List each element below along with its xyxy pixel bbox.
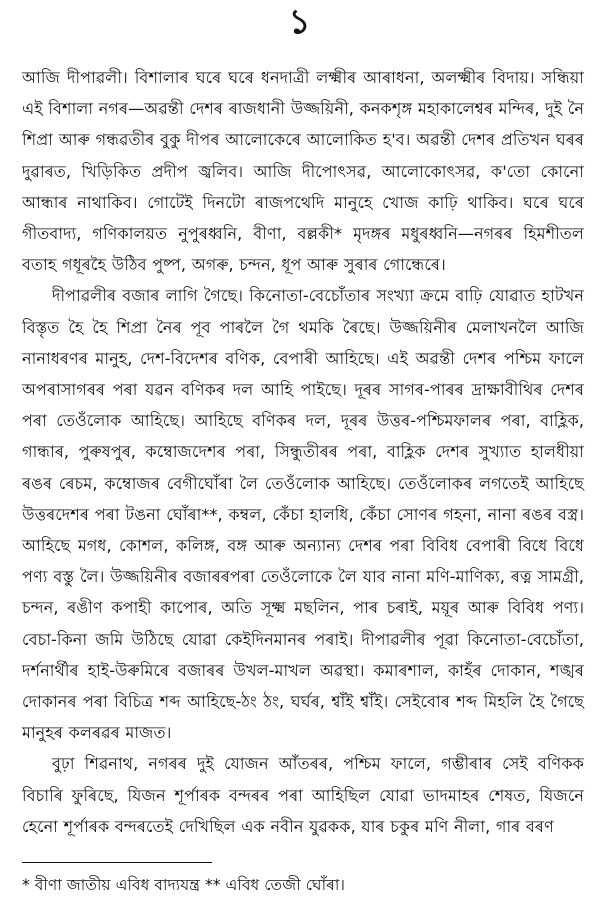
page-number: ১ [288, 2, 312, 42]
paragraph-1: আজি দীপাৱলী। বিশালাৰ ঘৰে ঘৰে ধনদাত্ৰী লক্ষ্মীৰ আৰাধনা, অলক্ষ্মীৰ বিদায়। সন্ধিয়া এই বিশালা নগৰ—অৱন্তী দেশৰ ৰাজধানী উজ্জয়িনী, কনকশৃঙ্গ মহাকালেশ্বৰ মন্দিৰ, দুই নৈ শিপ্ৰা আৰু গন্ধৱতীৰ বুকু দীপৰ আলোকেৰে আলোকিত হ'ব। অৱন্তী দেশৰ প্ৰতিখন ঘৰৰ দুৱাৰত, খিড়িকিত প্ৰদীপ জ্বলিব। আজি দীপোৎসৱ, আলোকোৎসৱ, ক'তো কোনো আন্ধাৰ নাথাকিব। গোটেই দিনটো ৰাজপথেদি মানুহে খোজ কাঢ়ি থাকিব। ঘৰে ঘৰে গীতবাদ্য, গণিকালয়ত নুপুৰধ্বনি, বীণা, বল্লকী* মৃদঙ্গৰ মধুৰধ্বনি—নগৰৰ হিমশীতল বতাহ গধূৰহৈ উঠিব পুষ্প, অগৰু, চন্দন, ধূপ আৰু সুৰাৰ গোন্ধেৰে। [22, 68, 584, 275]
footnote-divider [22, 862, 212, 863]
paragraph-2: দীপাৱলীৰ বজাৰ লাগি গৈছে। কিনোতা-বেচোঁতাৰ সংখ্যা ক্ৰমে বাঢ়ি যোৱাত হাটখন বিস্তৃত হৈ হৈ শিপ্ৰা নৈৰ পূব পাৰলৈ গৈ থমকি ৰৈছে। উজ্জয়িনীৰ মেলাখনলৈ আজি নানাধৰণৰ মানুহ, দেশ-বিদেশৰ বণিক, বেপাৰী আহিছে। এই অৱন্তী দেশৰ পশ্চিম ফালে অপৰাসাগৰৰ পৰা যৱন বণিকৰ দল আহি পাইছে। দূৰৰ সাগৰ-পাৰৰ দ্ৰাক্ষাবীথিৰ দেশৰ পৰা তেওঁলোক আহিছে। আহিছে বণিকৰ দল, দূৰৰ উত্তৰ-পশ্চিমফালৰ পৰা, বাহ্লিক, গান্ধাৰ, পুৰুষপুৰ, কম্বোজদেশৰ পৰা, সিন্ধুতীৰৰ পৰা, বাহ্লিক দেশৰ সুখ্যাত হালধীয়া ৰঙৰ ৰেচম, কম্বোজৰ বেগীঘোঁৰা লৈ তেওঁলোক আহিছে। তেওঁলোকৰ লগতেই আহিছে উত্তৰদেশৰ পৰা টঙনা ঘোঁৰা**, কম্বল, কেঁচা হালধি, কেঁচা সোণৰ গহনা, নানা ৰঙৰ বস্ত্ৰ। আহিছে মগধ, কোশল, কলিঙ্গ, বঙ্গ আৰু অন্যান্য দেশৰ পৰা বিবিধ বেপাৰী বিধে বিধে পণ্য বস্তু লৈ। উজ্জয়িনীৰ বজাৰৰপৰা তেওঁলোকে লৈ যাব নানা মণি-মাণিক্য, ৰত্ন সামগ্ৰী, চন্দন, ৰঙীণ কপাহী কাপোৰ, অতি সূক্ষ্ম মছলিন, পাৰ চৰাই, ময়ূৰ আৰু বিবিধ পণ্য। বেচা-কিনা জমি উঠিছে যোৱা কেইদিনমানৰ পৰাই। দীপাৱলীৰ পূৱা কিনোতা-বেচোঁতা, দৰ্শনাৰ্থীৰ হাই-উৰুমিৰে বজাৰৰ উখল-মাখল অৱস্থা। কমাৰশাল, কাহঁৰ দোকান, শঙ্খৰ দোকানৰ পৰা বিচিত্ৰ শব্দ আহিছে-ঠং ঠং, ঘৰ্ঘৰ, শ্বাঁই শ্বাঁই। সেইবোৰ শব্দ মিহলি হৈ গৈছে মানুহৰ কলৰৱৰ মাজত। [22, 286, 584, 743]
paragraph-3: বুঢ়া শিৱনাথ, নগৰৰ দুই যোজন আঁতৰৰ, পশ্চিম ফালে, গম্ভীৰাৰ সেই বণিকক বিচাৰি ফুৰিছে, যিজন শূৰ্পাৰক বন্দৰৰ পৰা আহিছিল যোৱা ভাদমাহৰ শেষত, যিজনে হেনো শূৰ্পাৰক বন্দৰতেই দেখিছিল এক নবীন যুৱকক, যাৰ চকুৰ মণি নীলা, গাৰ বৰণ [22, 754, 584, 836]
footnote: * বীণা জাতীয় এবিধ বাদ্যযন্ত্ৰ ** এবিধ তেজী ঘোঁৰা। [22, 876, 345, 894]
body-text [22, 62, 584, 842]
